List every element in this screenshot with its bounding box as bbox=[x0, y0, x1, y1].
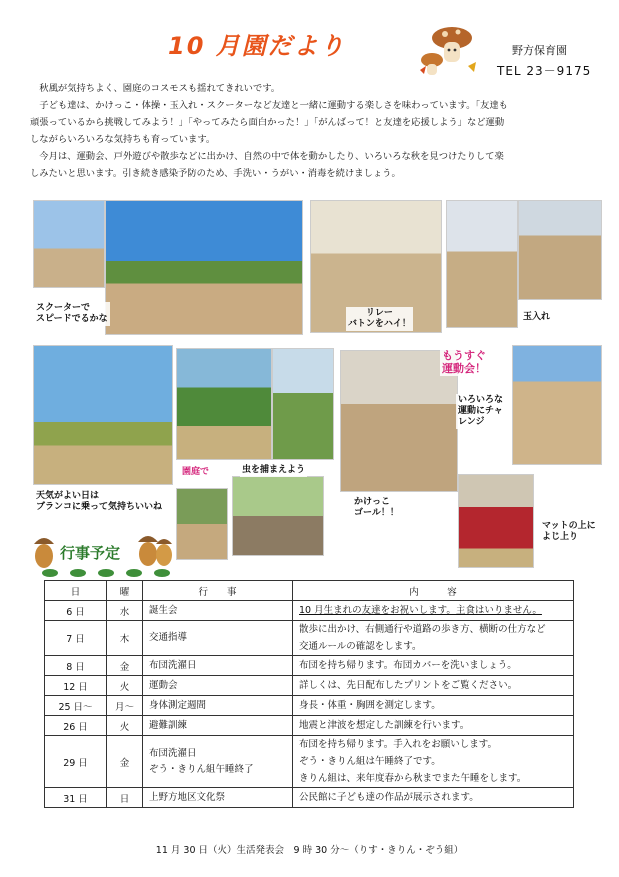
photo-garden-child bbox=[176, 488, 228, 560]
caption-relay bbox=[346, 307, 413, 331]
schedule-day: 31 日 bbox=[45, 788, 107, 808]
header-day: 日 bbox=[45, 581, 107, 601]
acorn-right-icon bbox=[134, 530, 174, 570]
header-event: 行 事 bbox=[143, 581, 293, 601]
intro-line: しみたいと思います。引き続き感染予防のため、手洗い・うがい・消毒を続けましょう。 bbox=[30, 168, 401, 179]
schedule-weekday: 水 bbox=[107, 601, 143, 621]
table-row bbox=[45, 621, 574, 656]
schedule-day: 29 日 bbox=[45, 736, 107, 788]
intro-text bbox=[30, 80, 598, 182]
table-row bbox=[45, 736, 574, 788]
photo-garden-bugs bbox=[272, 348, 334, 460]
schedule-event: 避難訓練 bbox=[143, 716, 293, 736]
photo-garden-slide bbox=[232, 476, 324, 556]
header-dow: 曜 bbox=[107, 581, 143, 601]
intro-line: 頑張っているから挑戦してみよう！」「やってみたら面白かった！」「がんばって！と友達を応援しよう」など運動 bbox=[30, 117, 505, 128]
caption-mat bbox=[540, 520, 598, 544]
caption-line: スクーターで bbox=[36, 303, 91, 313]
schedule-day: 26 日 bbox=[45, 716, 107, 736]
schedule-day: 12 日 bbox=[45, 676, 107, 696]
schedule-detail-line: 布団を持ち帰ります。手入れをお願いします。 bbox=[299, 739, 497, 750]
schedule-event: 上野方地区文化祭 bbox=[143, 788, 293, 808]
schedule-details bbox=[293, 696, 574, 716]
schedule-day: 8 日 bbox=[45, 656, 107, 676]
caption-line: 運動会！ bbox=[442, 362, 486, 375]
caption-garden: 園庭で bbox=[182, 467, 210, 477]
intro-line: 秋風が気持ちよく、園庭のコスモスも揺れてきれいです。 bbox=[39, 83, 281, 94]
schedule-details bbox=[293, 601, 574, 621]
schedule-event: 交通指導 bbox=[143, 621, 293, 656]
caption-line: よじ上り bbox=[542, 532, 579, 542]
caption-line: 天気がよい日は bbox=[36, 491, 100, 501]
schedule-details bbox=[293, 716, 574, 736]
schedule-detail-line: 詳しくは、先日配布したプリントをご覧ください。 bbox=[299, 680, 518, 691]
schedule-event: 誕生会 bbox=[143, 601, 293, 621]
schedule-detail-line: 地震と津波を想定した訓練を行います。 bbox=[299, 720, 470, 731]
schedule-weekday: 木 bbox=[107, 621, 143, 656]
caption-bugs: 虫を捕まえよう bbox=[242, 465, 306, 475]
schedule-day: 6 日 bbox=[45, 601, 107, 621]
caption-line: かけっこ bbox=[354, 497, 391, 507]
caption-scooter bbox=[34, 302, 110, 326]
caption-line: リレー bbox=[365, 308, 393, 318]
caption-tamaire: 玉入れ bbox=[523, 312, 551, 322]
header-details: 内 容 bbox=[293, 581, 574, 601]
photo-garden-flowers bbox=[176, 348, 272, 460]
schedule-event: 運動会 bbox=[143, 676, 293, 696]
leaf-row-icon bbox=[40, 568, 170, 578]
nursery-phone: TEL 23－9175 bbox=[497, 64, 592, 78]
caption-line: スピードでるかな bbox=[36, 314, 108, 324]
photo-tamaire bbox=[446, 200, 518, 328]
caption-line: いろいろな bbox=[458, 395, 504, 405]
schedule-detail-line: 交通ルールの確認をします。 bbox=[299, 641, 422, 652]
table-row bbox=[45, 696, 574, 716]
caption-line: マットの上に bbox=[542, 521, 596, 531]
schedule-title: 行事予定 bbox=[60, 544, 121, 562]
schedule-event: 身体測定週間 bbox=[143, 696, 293, 716]
nursery-name: 野方保育園 bbox=[512, 44, 567, 57]
caption-race bbox=[352, 496, 401, 520]
caption-line: もうすぐ bbox=[442, 349, 486, 362]
table-row bbox=[45, 601, 574, 621]
schedule-weekday: 火 bbox=[107, 676, 143, 696]
photo-swing bbox=[33, 345, 173, 485]
photo-scooter-left bbox=[33, 200, 105, 288]
table-row bbox=[45, 656, 574, 676]
schedule-details bbox=[293, 656, 574, 676]
schedule-detail-line: 布団を持ち帰ります。布団カバーを洗いましょう。 bbox=[299, 660, 517, 671]
schedule-day: 7 日 bbox=[45, 621, 107, 656]
table-row bbox=[45, 676, 574, 696]
caption-swing bbox=[34, 490, 164, 514]
photo-mat bbox=[458, 474, 534, 568]
schedule-weekday: 日 bbox=[107, 788, 143, 808]
schedule-detail-line: 10 月生まれの友達をお祝いします。主食はいりません。 bbox=[299, 605, 542, 616]
photo-challenge bbox=[512, 345, 602, 465]
caption-undokai bbox=[440, 348, 488, 376]
photo-tamaire-2 bbox=[518, 200, 602, 300]
schedule-detail-line: きりん組は、来年度春から秋までまた午睡をします。 bbox=[299, 773, 527, 784]
mushroom-mascot-icon bbox=[418, 22, 480, 78]
schedule-body bbox=[45, 601, 574, 808]
caption-line: ゴール！！ bbox=[354, 508, 399, 518]
schedule-detail-line: ぞう・きりん組は午睡終了です。 bbox=[299, 756, 441, 767]
schedule-header-row bbox=[45, 581, 574, 601]
caption-line: バトンをハイ！ bbox=[348, 319, 411, 329]
caption-line: 運動にチャレンジ bbox=[458, 406, 503, 427]
schedule-table bbox=[44, 580, 574, 808]
table-row bbox=[45, 788, 574, 808]
photo-scooter-main bbox=[105, 200, 303, 335]
schedule-event: 布団洗濯日 ぞう・きりん組午睡終了 bbox=[143, 736, 293, 788]
schedule-day: 25 日～ bbox=[45, 696, 107, 716]
schedule-event: 布団洗濯日 bbox=[143, 656, 293, 676]
schedule-details bbox=[293, 676, 574, 696]
schedule-details bbox=[293, 736, 574, 788]
acorn-left-icon bbox=[30, 532, 58, 572]
caption-challenge bbox=[456, 394, 510, 429]
schedule-detail-line: 散歩に出かけ、右側通行や道路の歩き方、横断の仕方など bbox=[299, 624, 546, 635]
schedule-details bbox=[293, 621, 574, 656]
intro-line: 子ども達は、かけっこ・体操・玉入れ・スクーターなど友達と一緒に運動する楽しさを味わっています。「友達も bbox=[39, 100, 508, 111]
schedule-detail-line: 公民館に子ども達の作品が展示されます。 bbox=[299, 792, 479, 803]
schedule-details bbox=[293, 788, 574, 808]
schedule-detail-line: 身長・体重・胸囲を測定します。 bbox=[299, 700, 441, 711]
intro-line: しながらいろいろな気持ちも育っています。 bbox=[30, 134, 216, 145]
table-row bbox=[45, 716, 574, 736]
footer-notice: 11 月 30 日（火）生活発表会 9 時 30 分～（りす・きりん・ぞう組） bbox=[155, 845, 464, 856]
intro-line: 今月は、運動会、戸外遊びや散歩などに出かけ、自然の中で体を動かしたり、いろいろな秋を見つけたりして楽 bbox=[39, 151, 504, 162]
schedule-weekday: 火 bbox=[107, 716, 143, 736]
schedule-weekday: 金 bbox=[107, 656, 143, 676]
schedule-weekday: 月～ bbox=[107, 696, 143, 716]
newsletter-title: 10 月園だより bbox=[168, 32, 346, 60]
caption-line: ブランコに乗って気持ちいいね bbox=[36, 502, 163, 512]
schedule-weekday: 金 bbox=[107, 736, 143, 788]
